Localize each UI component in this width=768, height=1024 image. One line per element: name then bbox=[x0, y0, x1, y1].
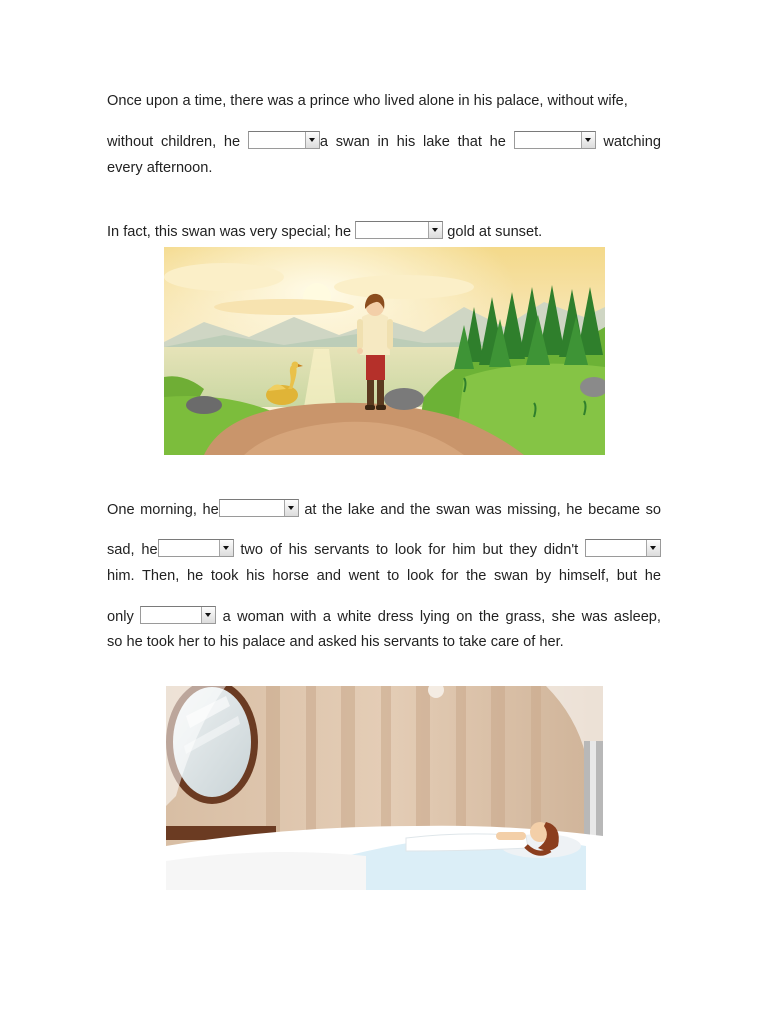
chevron-down-icon bbox=[284, 500, 298, 516]
blank-dropdown-5[interactable] bbox=[158, 539, 234, 557]
p3-line3: him. Then, he took his horse and went to look for the swan by himself, but he bbox=[107, 568, 661, 584]
blank-dropdown-3[interactable] bbox=[355, 221, 443, 239]
p2-line1: In fact, this swan was very special; he gold at sunset. bbox=[107, 221, 661, 241]
p3-line2: sad, he two of his servants to look for him but they didn't bbox=[107, 539, 661, 559]
blank-dropdown-6[interactable] bbox=[585, 539, 661, 557]
prince-lake-illustration bbox=[164, 247, 605, 455]
blank-dropdown-4[interactable] bbox=[219, 499, 299, 517]
chevron-down-icon bbox=[581, 132, 595, 148]
blank-dropdown-7[interactable] bbox=[140, 606, 216, 624]
p3-line5: so he took her to his palace and asked his servants to take care of her. bbox=[107, 634, 564, 650]
p1-line1: Once upon a time, there was a prince who lived alone in his palace, without wife, bbox=[107, 93, 628, 109]
chevron-down-icon bbox=[219, 540, 233, 556]
sleeping-woman-image bbox=[166, 686, 603, 890]
blank-dropdown-2[interactable] bbox=[514, 131, 596, 149]
chevron-down-icon bbox=[201, 607, 215, 623]
chevron-down-icon bbox=[305, 132, 319, 148]
p1-line2: without children, he a swan in his lake that he watching bbox=[107, 131, 661, 151]
p3-line4: only a woman with a white dress lying on the grass, she was asleep, bbox=[107, 606, 661, 626]
p3-line1: One morning, he at the lake and the swan was missing, he became so bbox=[107, 499, 661, 519]
chevron-down-icon bbox=[646, 540, 660, 556]
blank-dropdown-1[interactable] bbox=[248, 131, 320, 149]
p1-line3: every afternoon. bbox=[107, 160, 213, 176]
sleeping-woman-illustration bbox=[166, 686, 603, 890]
prince-lake-image bbox=[164, 247, 605, 455]
chevron-down-icon bbox=[428, 222, 442, 238]
